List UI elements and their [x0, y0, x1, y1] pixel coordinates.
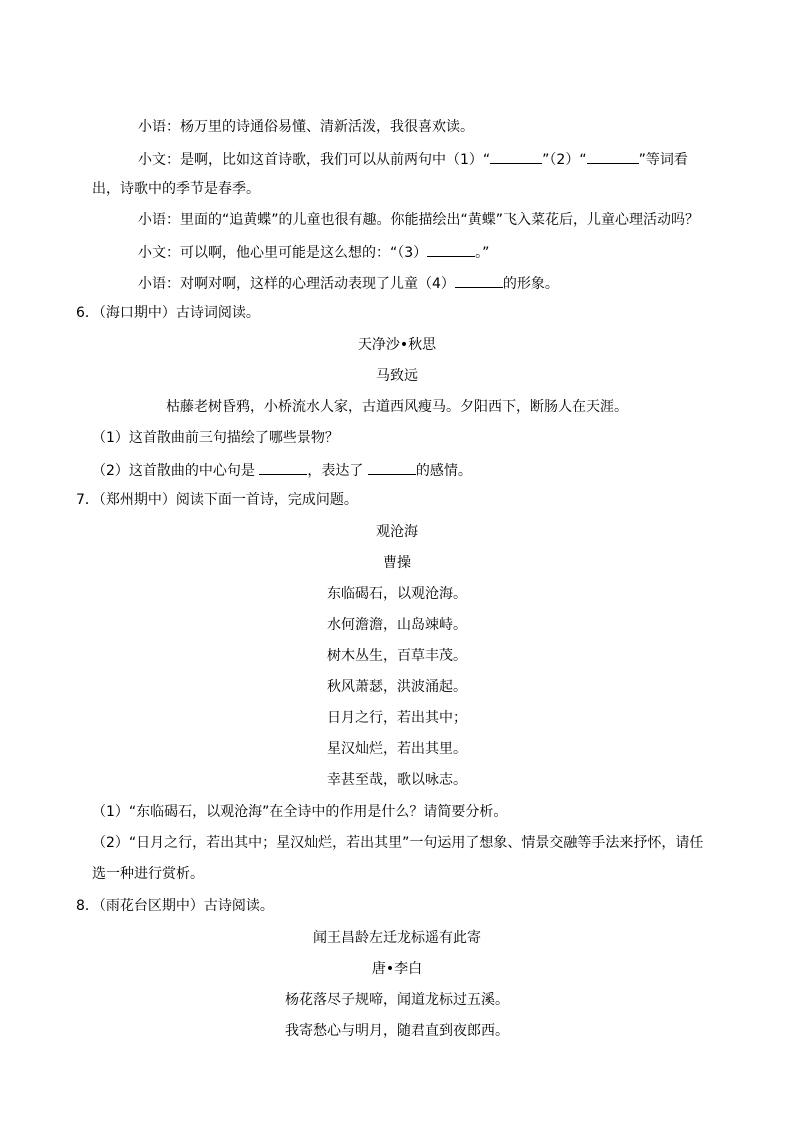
answer-blank-1[interactable]	[490, 149, 542, 164]
q6-poem-text: 枯藤老树昏鸦，小桥流水人家，古道西风瘦马。夕阳西下，断肠人在天涯。	[166, 399, 628, 415]
q8-poem-title: 闻王昌龄左迁龙标遥有此寄	[313, 930, 481, 946]
q8-heading: 8．（雨花台区期中）古诗阅读。	[76, 898, 274, 914]
q6-sub2-text-a: （2）这首散曲的中心句是	[92, 463, 255, 479]
q8-poem-author: 唐•李白	[371, 961, 423, 977]
q6-sub2-text-b: ，表达了	[307, 463, 364, 479]
dialogue-line-3: 小语：里面的“追黄蝶”的儿童也很有趣。你能描绘出“黄蝶”飞入菜花后，儿童心理活动吗？	[138, 212, 700, 228]
dialogue-line-2-text-a: 小文：是啊，比如这首诗歌，我们可以从前两句中（1）“	[138, 152, 491, 168]
answer-blank-4[interactable]	[455, 273, 503, 288]
answer-blank-3[interactable]	[427, 242, 475, 257]
dialogue-line-2-continued: 出，诗歌中的季节是春季。	[92, 181, 260, 197]
q6-poem-title: 天净沙•秋思	[357, 337, 437, 353]
answer-blank-2[interactable]	[587, 149, 639, 164]
dialogue-line-2-text-b: ”（2）“	[542, 152, 587, 168]
q7-poem-author: 曹操	[383, 555, 411, 571]
q8-poem-line: 我寄愁心与明月，随君直到夜郎西。	[285, 1023, 509, 1039]
dialogue-line-4-text-a: 小文：可以啊，他心里可能是这么想的：“（3）	[138, 245, 428, 261]
q7-heading: 7．（郑州期中）阅读下面一首诗，完成问题。	[76, 492, 358, 508]
q6-heading: 6．（海口期中）古诗词阅读。	[76, 305, 260, 321]
q6-subquestion-2	[92, 460, 472, 480]
answer-blank-q6-2[interactable]	[368, 460, 416, 475]
dialogue-line-2-text-c: ”等词看	[638, 152, 688, 168]
q6-sub2-text-c: 的感情。	[415, 463, 472, 479]
dialogue-line-5	[138, 273, 559, 293]
answer-blank-q6-1[interactable]	[259, 460, 307, 475]
q7-poem-line: 树木丛生，百草丰茂。	[327, 648, 467, 664]
q7-subquestion-2: （2）“日月之行，若出其中；星汉灿烂，若出其里”一句运用了想象、情景交融等手法来抒怀，请任	[92, 835, 704, 851]
dialogue-line-5-text-a: 小语：对啊对啊，这样的心理活动表现了儿童（4）	[138, 276, 455, 292]
q7-poem-line: 东临碣石，以观沧海。	[327, 586, 467, 602]
q8-poem-line: 杨花落尽子规啼，闻道龙标过五溪。	[285, 992, 509, 1008]
dialogue-line-1: 小语：杨万里的诗通俗易懂、清新活泼，我很喜欢读。	[138, 119, 474, 135]
q6-subquestion-1: （1）这首散曲前三句描绘了哪些景物？	[92, 430, 339, 446]
dialogue-line-4	[138, 242, 489, 262]
q7-poem-title: 观沧海	[376, 524, 418, 540]
dialogue-line-2	[138, 149, 688, 169]
q7-poem-line: 星汉灿烂，若出其里。	[327, 741, 467, 757]
dialogue-line-4-text-b: 。”	[475, 245, 490, 261]
q7-subquestion-1: （1）“东临碣石，以观沧海”在全诗中的作用是什么？请简要分析。	[92, 804, 508, 820]
q7-poem-line: 幸甚至哉，歌以咏志。	[327, 772, 467, 788]
q7-poem-line: 水何澹澹，山岛竦峙。	[327, 617, 467, 633]
q7-poem-line: 秋风萧瑟，洪波涌起。	[327, 679, 467, 695]
q7-poem-line: 日月之行，若出其中；	[327, 710, 467, 726]
dialogue-line-5-text-b: 的形象。	[502, 276, 559, 292]
q6-poem-author: 马致远	[376, 368, 418, 384]
q7-subquestion-2-continued: 选一种进行赏析。	[92, 866, 204, 882]
